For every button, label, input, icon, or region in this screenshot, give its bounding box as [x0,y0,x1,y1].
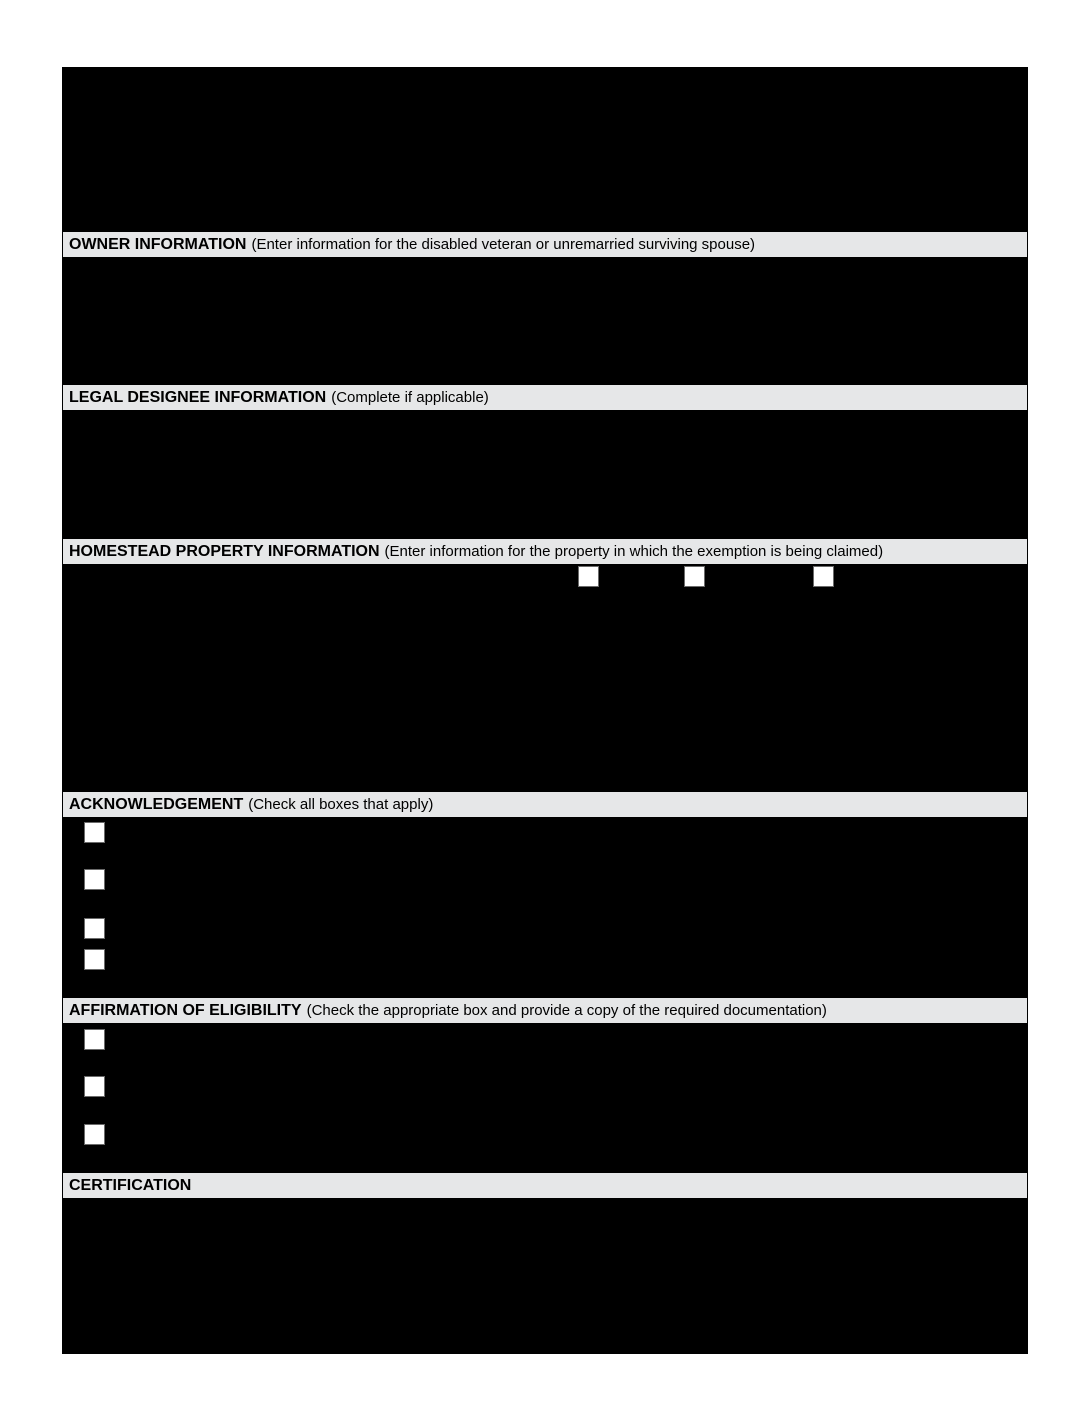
homestead-property-checkbox-3[interactable] [813,566,834,587]
certification-header [63,1173,1027,1198]
homestead-property-title: HOMESTEAD PROPERTY INFORMATION [69,542,380,560]
affirmation-checkbox-2[interactable] [84,1076,105,1097]
homestead-property-checkbox-2[interactable] [684,566,705,587]
affirmation-checkbox-3[interactable] [84,1124,105,1145]
acknowledgement-checkbox-1[interactable] [84,822,105,843]
owner-information-header [63,232,1027,257]
homestead-property-header [63,539,1027,564]
legal-designee-header [63,385,1027,410]
owner-information-title: OWNER INFORMATION [69,235,247,253]
homestead-property-note: (Enter information for the property in which the exemption is being claimed) [384,543,884,560]
affirmation-note: (Check the appropriate box and provide a copy of the required documentation) [306,1002,827,1019]
acknowledgement-checkbox-2[interactable] [84,869,105,890]
owner-information-note: (Enter information for the disabled veteran or unremarried surviving spouse) [251,236,756,253]
form-redacted-area [62,67,1028,1354]
certification-title: CERTIFICATION [69,1176,192,1194]
acknowledgement-checkbox-3[interactable] [84,918,105,939]
acknowledgement-note: (Check all boxes that apply) [248,796,434,813]
affirmation-title: AFFIRMATION OF ELIGIBILITY [69,1001,302,1019]
affirmation-checkbox-1[interactable] [84,1029,105,1050]
affirmation-header [63,998,1027,1023]
acknowledgement-checkbox-4[interactable] [84,949,105,970]
acknowledgement-title: ACKNOWLEDGEMENT [69,795,244,813]
legal-designee-note: (Complete if applicable) [331,389,489,406]
legal-designee-title: LEGAL DESIGNEE INFORMATION [69,388,327,406]
acknowledgement-header [63,792,1027,817]
homestead-property-checkbox-1[interactable] [578,566,599,587]
